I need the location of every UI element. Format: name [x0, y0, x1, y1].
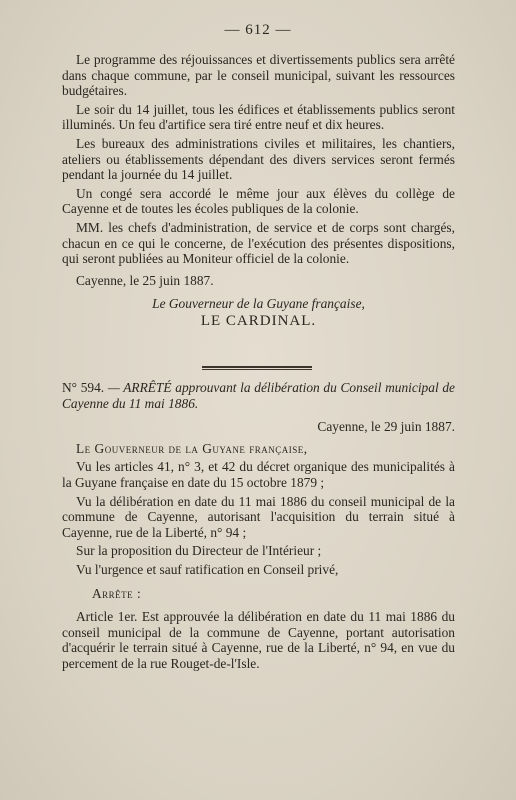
consideration: Vu la délibération en date du 11 mai 1886 du conseil municipal de la commune de Cayenne, autorisant l'acquisition du terrain situé à Cayenne, rue de la Liberté, n° 94 ;	[62, 493, 455, 540]
consideration: Vu l'urgence et sauf ratification en Conseil privé,	[76, 561, 339, 577]
arrete-heading: — ARRÊTÉ approuvant la délibération du Conseil municipal de Cayenne du 11 mai 1886.	[62, 380, 455, 411]
paragraph: Le programme des réjouissances et divertissements publics sera arrêté dans chaque commune, par le conseil municipal, suivant les ressources budgétaires.	[62, 52, 455, 99]
page-number: — 612 —	[224, 22, 292, 38]
paragraph: Un congé sera accordé le même jour aux élèves du collège de Cayenne et de toutes les écoles publiques de la colonie.	[62, 185, 455, 217]
consideration: Sur la proposition du Directeur de l'Intérieur ;	[76, 543, 322, 559]
arrete-date: Cayenne, le 29 juin 1887.	[317, 419, 455, 435]
arrete-section	[62, 380, 455, 675]
separator-rule	[202, 366, 312, 368]
signature-name: LE CARDINAL.	[200, 312, 317, 329]
paragraph: Les bureaux des administrations civiles et militaires, les chantiers, ateliers ou établissements dépendant des divers services seront fermés pendant la journée du 14 juillet.	[62, 135, 455, 183]
arrete-label: Arrête :	[92, 585, 142, 601]
separator-rule-thin	[202, 369, 312, 370]
decree-body-top	[62, 52, 455, 330]
signature-title: Le Gouverneur de la Guyane française,	[152, 296, 365, 312]
article-1: Article 1er. Est approuvée la délibération en date du 11 mai 1886 du conseil municipal de la commune de Cayenne, portant autorisation d'acquérir le terrain situé à Cayenne, rue de la Liberté, n° 94, en vue du percement de la rue Rouget-de-l'Isle.	[62, 609, 455, 671]
paragraph: Le soir du 14 juillet, tous les édifices et établissements publics seront illuminés. Un feu d'artifice sera tiré entre neuf et dix heures.	[62, 101, 455, 133]
place-date: Cayenne, le 25 juin 1887.	[76, 272, 214, 288]
consideration: Vu les articles 41, n° 3, et 42 du décret organique des municipalités à la Guyane française en date du 15 octobre 1879 ;	[62, 459, 455, 490]
arrete-heading-block	[62, 380, 455, 411]
arrete-governor: Le Gouverneur de la Guyane française,	[76, 440, 308, 456]
arrete-number: N° 594.	[62, 380, 105, 395]
paragraph: MM. les chefs d'administration, de service et de corps sont chargés, chacun en ce qui le concerne, de l'exécution des présentes dispositions, qui seront publiées au Moniteur officiel de la colonie.	[62, 219, 455, 267]
